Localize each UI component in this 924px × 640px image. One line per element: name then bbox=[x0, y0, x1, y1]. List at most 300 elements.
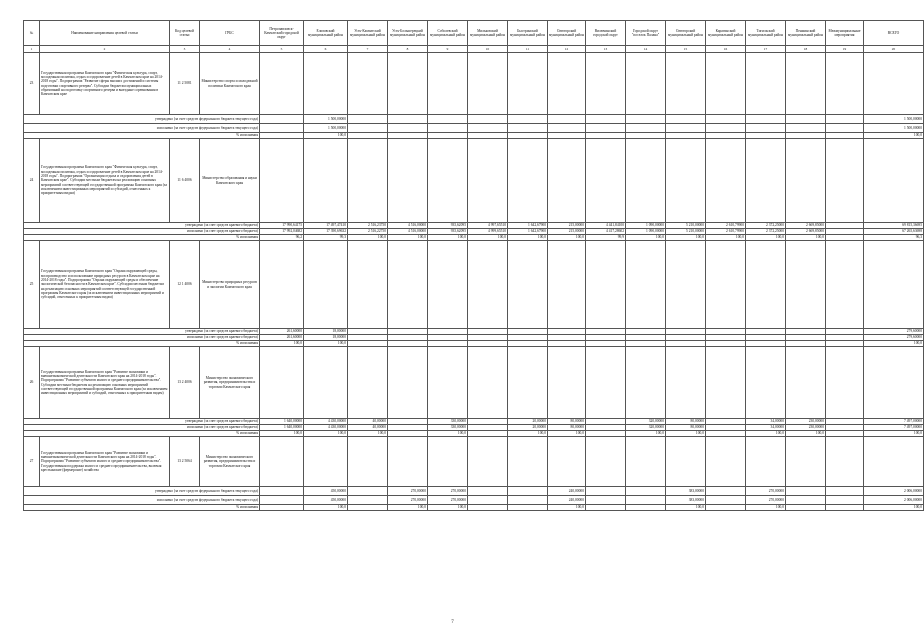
empty-cell bbox=[260, 241, 304, 329]
value-cell bbox=[468, 505, 508, 511]
empty-cell bbox=[626, 347, 666, 419]
empty-cell bbox=[864, 139, 924, 223]
value-cell bbox=[586, 115, 626, 124]
column-header: Олюторский муниципальный район bbox=[548, 21, 586, 46]
program-description: Государственная программа Камчатского края "Физическая культура, спорт, молодежная политика, отдых и оздоровление детей в Камчатском крае на 2014-2018 годы". Подпрограмма "Развитие сферы высших достижений и системы подготовки спортивного резерва". Субсидии бюджетам муниципальных образований на подготовку спортивного резерва и выездные соревнования в Камчатском крае bbox=[40, 53, 170, 115]
value-cell: 100,0 bbox=[746, 505, 786, 511]
value-cell: 80,00000 bbox=[548, 425, 586, 431]
value-cell: 100,0 bbox=[348, 431, 388, 437]
value-cell bbox=[388, 124, 428, 133]
empty-cell bbox=[260, 437, 304, 487]
value-cell bbox=[260, 115, 304, 124]
empty-cell bbox=[548, 53, 586, 115]
empty-cell bbox=[508, 241, 548, 329]
value-cell: 100,0 bbox=[428, 505, 468, 511]
empty-cell bbox=[826, 139, 864, 223]
empty-cell bbox=[746, 241, 786, 329]
row-number: 23 bbox=[24, 53, 40, 115]
value-cell: 17 390,69632 bbox=[304, 229, 348, 235]
empty-cell bbox=[586, 139, 626, 223]
value-cell: 215,00000 bbox=[548, 223, 586, 229]
value-cell bbox=[388, 115, 428, 124]
empty-cell bbox=[826, 437, 864, 487]
value-cell bbox=[786, 115, 826, 124]
value-cell: 2 610,79900 bbox=[706, 229, 746, 235]
value-cell: 100,0 bbox=[864, 133, 924, 139]
grbs-name: Министерство экономического развития, предпринимательства и торговли Камчатского края bbox=[200, 437, 260, 487]
target-code: 12 1 4006 bbox=[170, 241, 200, 329]
value-cell bbox=[428, 115, 468, 124]
value-row-label: утверждено (за счет средств краевого бюджета) bbox=[24, 419, 260, 425]
value-cell: 80,00000 bbox=[666, 419, 706, 425]
empty-cell bbox=[786, 437, 826, 487]
program-row bbox=[24, 347, 924, 419]
empty-cell bbox=[388, 53, 428, 115]
value-row-label: % исполнения bbox=[24, 235, 260, 241]
value-cell: 100,0 bbox=[666, 431, 706, 437]
value-cell: 383,00000 bbox=[666, 496, 706, 505]
value-cell: 100,0 bbox=[666, 505, 706, 511]
value-cell bbox=[468, 496, 508, 505]
empty-cell bbox=[746, 53, 786, 115]
column-number: 17 bbox=[746, 46, 786, 53]
empty-cell bbox=[864, 241, 924, 329]
value-row bbox=[24, 124, 924, 133]
column-header: Мильковский муниципальный район bbox=[468, 21, 508, 46]
value-cell bbox=[508, 124, 548, 133]
value-cell bbox=[706, 496, 746, 505]
value-cell: 1 642,67900 bbox=[508, 229, 548, 235]
empty-cell bbox=[586, 53, 626, 115]
value-cell: 230,00000 bbox=[786, 419, 826, 425]
value-cell: 2 516,22750 bbox=[348, 229, 388, 235]
empty-cell bbox=[388, 139, 428, 223]
value-cell: 100,0 bbox=[304, 341, 348, 347]
value-cell: 270,00000 bbox=[428, 496, 468, 505]
empty-cell bbox=[508, 437, 548, 487]
empty-cell bbox=[304, 347, 348, 419]
column-header: Наименование направления целевой статьи bbox=[40, 21, 170, 46]
column-header: Усть-Большерецкий муниципальный район bbox=[388, 21, 428, 46]
column-header: ГРБС bbox=[200, 21, 260, 46]
empty-cell bbox=[586, 241, 626, 329]
value-cell: 1 642,67900 bbox=[508, 223, 548, 229]
empty-cell bbox=[666, 347, 706, 419]
subsidy-table bbox=[23, 20, 924, 511]
value-row-label: утверждено (за счет средств краевого бюджета) bbox=[24, 329, 260, 335]
value-cell: 18,00000 bbox=[304, 329, 348, 335]
value-cell: 96,2 bbox=[260, 235, 304, 241]
empty-cell bbox=[706, 139, 746, 223]
value-cell: 450,00000 bbox=[304, 496, 348, 505]
value-cell bbox=[586, 496, 626, 505]
value-cell: 99,3 bbox=[304, 235, 348, 241]
empty-cell bbox=[428, 139, 468, 223]
value-row-label: % исполнения bbox=[24, 505, 260, 511]
value-cell: 100,0 bbox=[304, 133, 348, 139]
column-header: № bbox=[24, 21, 40, 46]
value-cell bbox=[348, 505, 388, 511]
value-cell: 270,00000 bbox=[746, 487, 786, 496]
value-cell: 5 210,00000 bbox=[666, 229, 706, 235]
empty-cell bbox=[666, 241, 706, 329]
value-cell: 100,0 bbox=[786, 235, 826, 241]
value-cell: 261,60000 bbox=[260, 329, 304, 335]
value-cell bbox=[260, 124, 304, 133]
value-cell: 5 210,00000 bbox=[666, 223, 706, 229]
value-cell bbox=[746, 124, 786, 133]
program-row bbox=[24, 241, 924, 329]
value-cell bbox=[348, 124, 388, 133]
empty-cell bbox=[348, 437, 388, 487]
value-cell bbox=[826, 487, 864, 496]
value-cell: 270,00000 bbox=[388, 496, 428, 505]
empty-cell bbox=[428, 347, 468, 419]
value-cell: 100,0 bbox=[864, 341, 924, 347]
value-cell: 279,60000 bbox=[864, 329, 924, 335]
value-cell: 1 500,00000 bbox=[864, 124, 924, 133]
empty-cell bbox=[468, 437, 508, 487]
empty-cell bbox=[508, 53, 548, 115]
column-number: 8 bbox=[388, 46, 428, 53]
empty-cell bbox=[706, 53, 746, 115]
table-body bbox=[24, 53, 924, 511]
empty-cell bbox=[706, 437, 746, 487]
empty-cell bbox=[706, 347, 746, 419]
value-cell: 2 610,79900 bbox=[706, 223, 746, 229]
value-cell bbox=[508, 496, 548, 505]
column-number: 16 bbox=[706, 46, 746, 53]
empty-cell bbox=[304, 139, 348, 223]
value-cell bbox=[260, 487, 304, 496]
empty-cell bbox=[260, 53, 304, 115]
column-header: Вилючинский городской округ bbox=[586, 21, 626, 46]
empty-cell bbox=[626, 53, 666, 115]
column-number: 11 bbox=[508, 46, 548, 53]
value-cell: 100,0 bbox=[388, 235, 428, 241]
value-cell: 96,3 bbox=[864, 235, 924, 241]
empty-cell bbox=[626, 139, 666, 223]
empty-cell bbox=[864, 347, 924, 419]
value-cell: 7 497,00000 bbox=[864, 419, 924, 425]
value-cell: 100,0 bbox=[260, 341, 304, 347]
program-description: Государственная программа Камчатского края "Развитие экономики и внешнеэкономической деятельности Камчатского края на 2014-2018 годы". Подпрограмма "Развитие субъектов малого и среднего предпринимательства". Государственная поддержка малого и среднего предпринимательства, включая крестьянские (фермерские) хозяйства bbox=[40, 437, 170, 487]
value-row bbox=[24, 505, 924, 511]
empty-cell bbox=[864, 437, 924, 487]
value-row-label: утверждено (за счет средств краевого бюджета) bbox=[24, 223, 260, 229]
value-cell: 20,00000 bbox=[508, 419, 548, 425]
value-cell: 4 430,00000 bbox=[304, 419, 348, 425]
value-cell: 100,0 bbox=[304, 505, 348, 511]
empty-cell bbox=[666, 437, 706, 487]
value-cell: 383,00000 bbox=[666, 487, 706, 496]
target-code: 13 2 4006 bbox=[170, 347, 200, 419]
value-cell: 2 372,25000 bbox=[746, 223, 786, 229]
column-number-row bbox=[24, 46, 924, 53]
value-cell: 100,0 bbox=[626, 431, 666, 437]
row-number: 26 bbox=[24, 347, 40, 419]
value-cell bbox=[468, 487, 508, 496]
empty-cell bbox=[304, 241, 348, 329]
grbs-name: Министерство спорта и молодежной политики Камчатского края bbox=[200, 53, 260, 115]
empty-cell bbox=[468, 53, 508, 115]
value-cell bbox=[706, 124, 746, 133]
empty-cell bbox=[548, 139, 586, 223]
value-cell: 69 815,36695 bbox=[864, 223, 924, 229]
value-cell bbox=[508, 115, 548, 124]
value-cell: 100,0 bbox=[626, 235, 666, 241]
value-cell: 100,0 bbox=[428, 235, 468, 241]
column-number: 13 bbox=[586, 46, 626, 53]
column-number: 2 bbox=[40, 46, 170, 53]
report-sheet bbox=[23, 20, 922, 511]
empty-cell bbox=[428, 53, 468, 115]
value-cell: 100,0 bbox=[548, 235, 586, 241]
value-cell: 80,00000 bbox=[548, 419, 586, 425]
value-cell bbox=[260, 505, 304, 511]
value-cell: 100,0 bbox=[508, 431, 548, 437]
value-cell bbox=[786, 124, 826, 133]
value-cell: 2 006,00000 bbox=[864, 487, 924, 496]
value-cell: 320,00000 bbox=[626, 419, 666, 425]
column-header: Код целевой статьи bbox=[170, 21, 200, 46]
value-cell: 17 990,64175 bbox=[260, 223, 304, 229]
value-cell bbox=[826, 496, 864, 505]
column-number: 12 bbox=[548, 46, 586, 53]
empty-cell bbox=[666, 139, 706, 223]
empty-cell bbox=[666, 53, 706, 115]
value-cell bbox=[468, 115, 508, 124]
value-cell bbox=[586, 487, 626, 496]
value-cell: 1 090,00000 bbox=[626, 223, 666, 229]
column-number: 7 bbox=[348, 46, 388, 53]
empty-cell bbox=[746, 139, 786, 223]
value-cell: 100,0 bbox=[746, 235, 786, 241]
value-cell: 100,0 bbox=[260, 431, 304, 437]
value-cell bbox=[706, 505, 746, 511]
value-cell: 100,0 bbox=[746, 431, 786, 437]
value-cell bbox=[706, 115, 746, 124]
column-header: Олюторский муниципальный район bbox=[666, 21, 706, 46]
value-cell: 40,00000 bbox=[348, 425, 388, 431]
empty-cell bbox=[746, 437, 786, 487]
program-row bbox=[24, 139, 924, 223]
value-cell: 100,0 bbox=[864, 431, 924, 437]
value-cell: 100,0 bbox=[548, 505, 586, 511]
value-cell: 34,00000 bbox=[746, 425, 786, 431]
value-cell bbox=[826, 505, 864, 511]
value-cell bbox=[508, 487, 548, 496]
value-cell: 67 265,63698 bbox=[864, 229, 924, 235]
column-header: Быстринский муниципальный район bbox=[508, 21, 548, 46]
empty-cell bbox=[260, 347, 304, 419]
value-cell bbox=[626, 496, 666, 505]
value-cell: 40,00000 bbox=[348, 419, 388, 425]
value-row-label: утверждено (за счет средств федерального бюджета текущего года) bbox=[24, 487, 260, 496]
value-cell: 100,0 bbox=[304, 431, 348, 437]
value-cell: 4 441,84100 bbox=[586, 223, 626, 229]
value-cell bbox=[508, 505, 548, 511]
value-cell bbox=[260, 496, 304, 505]
value-cell bbox=[706, 487, 746, 496]
value-cell: 100,0 bbox=[864, 505, 924, 511]
value-cell: 330,00000 bbox=[428, 425, 468, 431]
target-code: 11 6 4006 bbox=[170, 139, 200, 223]
value-cell: 100,0 bbox=[348, 235, 388, 241]
value-cell: 80,00000 bbox=[666, 425, 706, 431]
column-number: 15 bbox=[666, 46, 706, 53]
value-cell: 1 500,00000 bbox=[304, 124, 348, 133]
value-cell: 4 516,00000 bbox=[388, 229, 428, 235]
value-row-label: исполнено (за счет средств краевого бюджета) bbox=[24, 229, 260, 235]
value-cell: 4 417,28602 bbox=[586, 229, 626, 235]
empty-cell bbox=[548, 437, 586, 487]
value-cell: 100,0 bbox=[666, 235, 706, 241]
row-number: 27 bbox=[24, 437, 40, 487]
empty-cell bbox=[548, 241, 586, 329]
program-description: Государственная программа Камчатского края "Физическая культура, спорт, молодежная политика, отдых и оздоровление детей в Камчатском крае на 2014-2018 годы". Подпрограмма "Организация отдыха и оздоровления детей в Камчатском крае". Субсидии местным бюджетам на реализацию основных мероприятий соответствующей государственной программы Камчатского края (за исключением инвестиционных мероприятий и субсидий, отнесенных к приоритетным видам) bbox=[40, 139, 170, 223]
value-cell bbox=[626, 124, 666, 133]
value-cell: 99,9 bbox=[586, 235, 626, 241]
empty-cell bbox=[786, 347, 826, 419]
value-cell: 2 372,25000 bbox=[746, 229, 786, 235]
column-header: Соболевский муниципальный район bbox=[428, 21, 468, 46]
value-cell: 100,0 bbox=[428, 431, 468, 437]
column-number: 14 bbox=[626, 46, 666, 53]
empty-cell bbox=[826, 53, 864, 115]
value-cell: 1 500,00000 bbox=[864, 115, 924, 124]
column-header: Межмуниципальные мероприятия bbox=[826, 21, 864, 46]
value-cell bbox=[746, 115, 786, 124]
value-cell: 100,0 bbox=[706, 235, 746, 241]
program-row bbox=[24, 53, 924, 115]
value-cell: 2 669,85000 bbox=[786, 223, 826, 229]
value-cell bbox=[348, 496, 388, 505]
value-cell: 270,00000 bbox=[388, 487, 428, 496]
column-number: 19 bbox=[826, 46, 864, 53]
empty-cell bbox=[786, 53, 826, 115]
column-header: Елизовский муниципальный район bbox=[304, 21, 348, 46]
empty-cell bbox=[786, 139, 826, 223]
empty-cell bbox=[348, 241, 388, 329]
column-number: 5 bbox=[260, 46, 304, 53]
value-cell bbox=[626, 115, 666, 124]
column-number: 18 bbox=[786, 46, 826, 53]
value-cell: 935,62095 bbox=[428, 223, 468, 229]
value-row-label: % исполнения bbox=[24, 133, 260, 139]
program-row bbox=[24, 437, 924, 487]
value-cell: 935,62095 bbox=[428, 229, 468, 235]
value-cell: 1 640,00000 bbox=[260, 425, 304, 431]
empty-cell bbox=[388, 437, 428, 487]
empty-cell bbox=[348, 53, 388, 115]
empty-cell bbox=[428, 437, 468, 487]
value-cell bbox=[826, 115, 864, 124]
column-number: 4 bbox=[200, 46, 260, 53]
empty-cell bbox=[548, 347, 586, 419]
empty-cell bbox=[304, 437, 348, 487]
value-cell bbox=[586, 505, 626, 511]
column-number: 1 bbox=[24, 46, 40, 53]
empty-cell bbox=[348, 139, 388, 223]
value-cell bbox=[786, 487, 826, 496]
empty-cell bbox=[626, 241, 666, 329]
value-cell bbox=[348, 115, 388, 124]
empty-cell bbox=[626, 437, 666, 487]
value-cell: 1 090,00000 bbox=[626, 229, 666, 235]
value-cell: 270,00000 bbox=[746, 496, 786, 505]
value-cell: 17 992,04682 bbox=[260, 229, 304, 235]
value-cell: 215,00000 bbox=[548, 229, 586, 235]
empty-cell bbox=[508, 347, 548, 419]
row-number: 24 bbox=[24, 139, 40, 223]
column-header: Усть-Камчатский муниципальный район bbox=[348, 21, 388, 46]
value-cell: 279,60000 bbox=[864, 335, 924, 341]
value-row-label: утверждено (за счет средств федерального бюджета текущего года) bbox=[24, 115, 260, 124]
value-cell: 270,00000 bbox=[428, 487, 468, 496]
empty-cell bbox=[746, 347, 786, 419]
empty-cell bbox=[388, 347, 428, 419]
column-header: ВСЕГО bbox=[864, 21, 924, 46]
value-cell: 240,00000 bbox=[548, 496, 586, 505]
empty-cell bbox=[348, 347, 388, 419]
column-number: 3 bbox=[170, 46, 200, 53]
column-header: Тигильский муниципальный район bbox=[746, 21, 786, 46]
value-cell: 100,0 bbox=[548, 431, 586, 437]
page-number: 7 bbox=[451, 620, 454, 625]
value-cell: 2 669,85000 bbox=[786, 229, 826, 235]
value-row-label: исполнено (за счет средств федерального бюджета текущего года) bbox=[24, 124, 260, 133]
grbs-name: Министерство экономического развития, предпринимательства и торговли Камчатского края bbox=[200, 347, 260, 419]
program-description: Государственная программа Камчатского края "Охрана окружающей среды, воспроизводство и использование природных ресурсов в Камчатском крае на 2014-2018 годы". Подпрограмма "Охрана окружающей среды и обеспечение экологической безопасности в Камчатском крае". Субсидии местным бюджетам на реализацию основных мероприятий соответствующей государственной программы Камчатского края (за исключением инвестиционных мероприятий и субсидий, отнесенных к приоритетным видам) bbox=[40, 241, 170, 329]
column-number: 10 bbox=[468, 46, 508, 53]
value-cell: 2 006,00000 bbox=[864, 496, 924, 505]
column-header: Пенжинский муниципальный район bbox=[786, 21, 826, 46]
value-cell bbox=[586, 124, 626, 133]
empty-cell bbox=[706, 241, 746, 329]
value-cell: 230,00000 bbox=[786, 425, 826, 431]
value-cell: 450,00000 bbox=[304, 487, 348, 496]
value-cell: 2 516,23750 bbox=[348, 223, 388, 229]
value-cell: 4 997,65510 bbox=[468, 223, 508, 229]
empty-cell bbox=[826, 241, 864, 329]
empty-cell bbox=[468, 241, 508, 329]
value-cell: 261,60000 bbox=[260, 335, 304, 341]
value-cell: 240,00000 bbox=[548, 487, 586, 496]
column-number: 9 bbox=[428, 46, 468, 53]
value-cell bbox=[626, 505, 666, 511]
value-cell bbox=[548, 115, 586, 124]
empty-cell bbox=[428, 241, 468, 329]
column-header: Петропавловск-Камчатский городской округ bbox=[260, 21, 304, 46]
value-cell bbox=[826, 124, 864, 133]
value-cell bbox=[468, 124, 508, 133]
target-code: 13 2 5064 bbox=[170, 437, 200, 487]
header-row bbox=[24, 21, 924, 46]
empty-cell bbox=[468, 347, 508, 419]
grbs-name: Министерство природных ресурсов и экологии Камчатского края bbox=[200, 241, 260, 329]
value-cell bbox=[548, 124, 586, 133]
value-cell: 100,0 bbox=[786, 431, 826, 437]
value-cell: 34,00000 bbox=[746, 419, 786, 425]
value-cell: 4 430,00000 bbox=[304, 425, 348, 431]
grbs-name: Министерство образования и науки Камчатского края bbox=[200, 139, 260, 223]
value-row-label: % исполнения bbox=[24, 431, 260, 437]
value-cell: 18,00000 bbox=[304, 335, 348, 341]
value-cell: 1 500,00000 bbox=[304, 115, 348, 124]
value-cell: 4 999,65510 bbox=[468, 229, 508, 235]
value-cell: 7 497,00000 bbox=[864, 425, 924, 431]
